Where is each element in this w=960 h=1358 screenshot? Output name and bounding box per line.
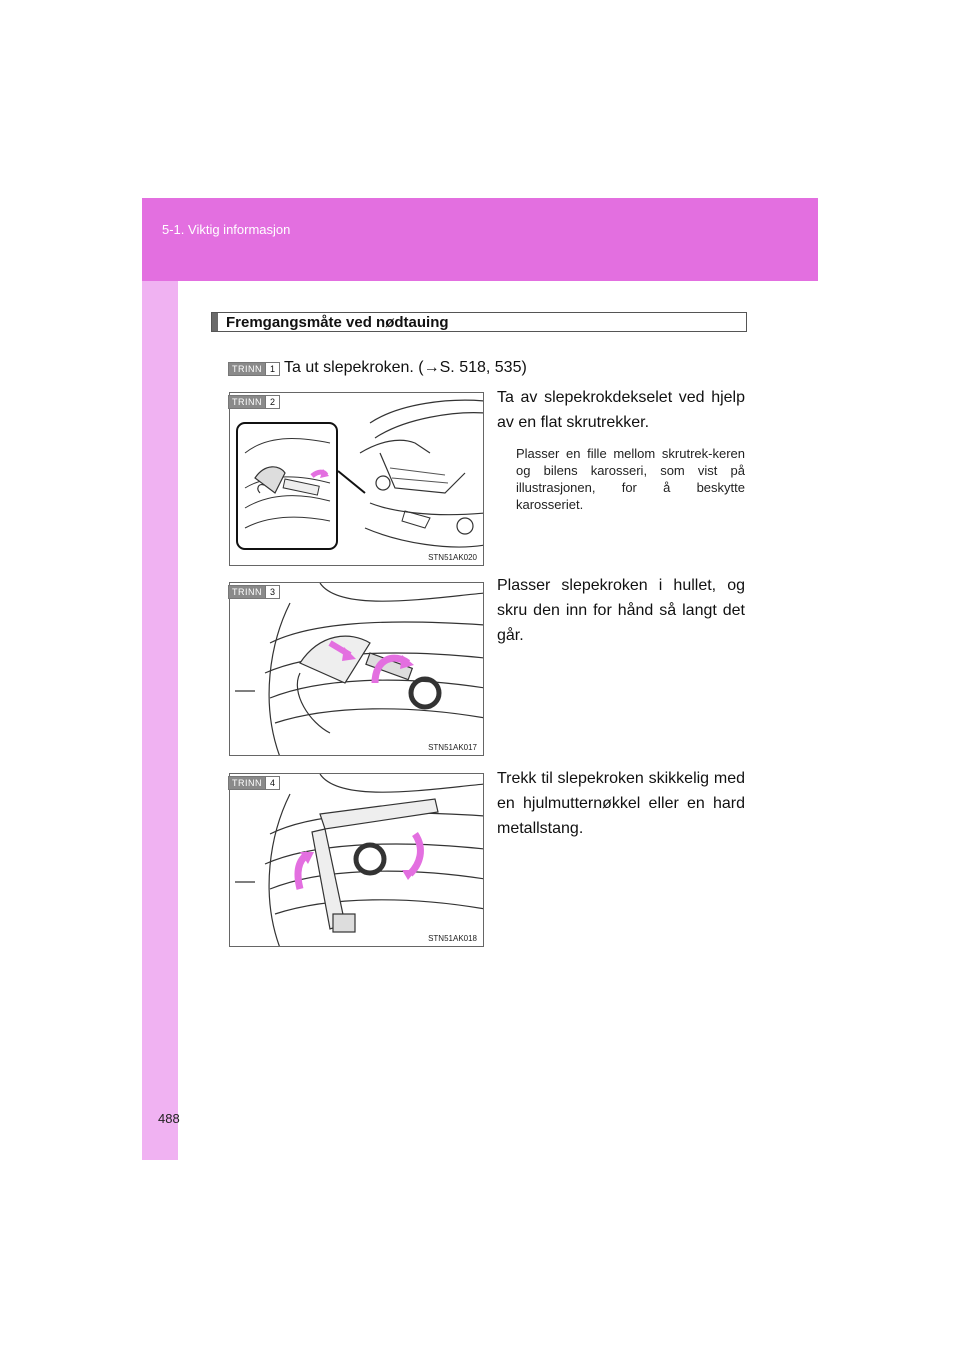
step-2-note: Plasser en fille mellom skrutrek-keren og bilens karosseri, som vist på illustrasjonen, for å beskytte karosseriet. [516, 446, 745, 512]
step-4-badge [228, 776, 280, 790]
sidebar-tab [142, 281, 178, 1160]
step-badge-number: 1 [265, 363, 279, 375]
step-badge-number: 3 [265, 586, 279, 598]
tow-hook-insert-illustration [230, 583, 484, 756]
heading-text: Fremgangsmåte ved nødtauing [226, 314, 449, 331]
section-label: 5-1. Viktig informasjon [162, 222, 291, 237]
step-badge-number: 2 [265, 396, 279, 408]
figure-code: STN51AK018 [428, 934, 477, 943]
step-2-figure [229, 392, 484, 566]
step-3-figure [229, 582, 484, 756]
heading-bar [212, 313, 218, 331]
step-badge-word: TRINN [229, 777, 265, 789]
car-front-cover-illustration [230, 393, 484, 566]
step-2-badge [228, 395, 280, 409]
step-2-text: Ta av slepekrokdekselet ved hjelp av en flat skrutrekker. [497, 389, 745, 431]
page-number: 488 [158, 1111, 180, 1126]
step-badge-word: TRINN [229, 363, 265, 375]
step-4-figure [229, 773, 484, 947]
step-badge-number: 4 [265, 777, 279, 789]
figure-code: STN51AK020 [428, 553, 477, 562]
figure-code: STN51AK017 [428, 743, 477, 752]
step-3-badge [228, 585, 280, 599]
tow-hook-tighten-illustration [230, 774, 484, 947]
step-badge-word: TRINN [229, 396, 265, 408]
step-badge-word: TRINN [229, 586, 265, 598]
step-1-text: Ta ut slepekroken. (→S. 518, 535) [284, 359, 527, 376]
section-heading [211, 312, 747, 332]
step-4-text: Trekk til slepekroken skikkelig med en hjulmutternøkkel eller en hard metallstang. [497, 770, 745, 837]
header-band [142, 198, 818, 281]
step-1-badge [228, 362, 280, 376]
step-3-text: Plasser slepekroken i hullet, og skru den inn for hånd så langt det går. [497, 577, 745, 644]
